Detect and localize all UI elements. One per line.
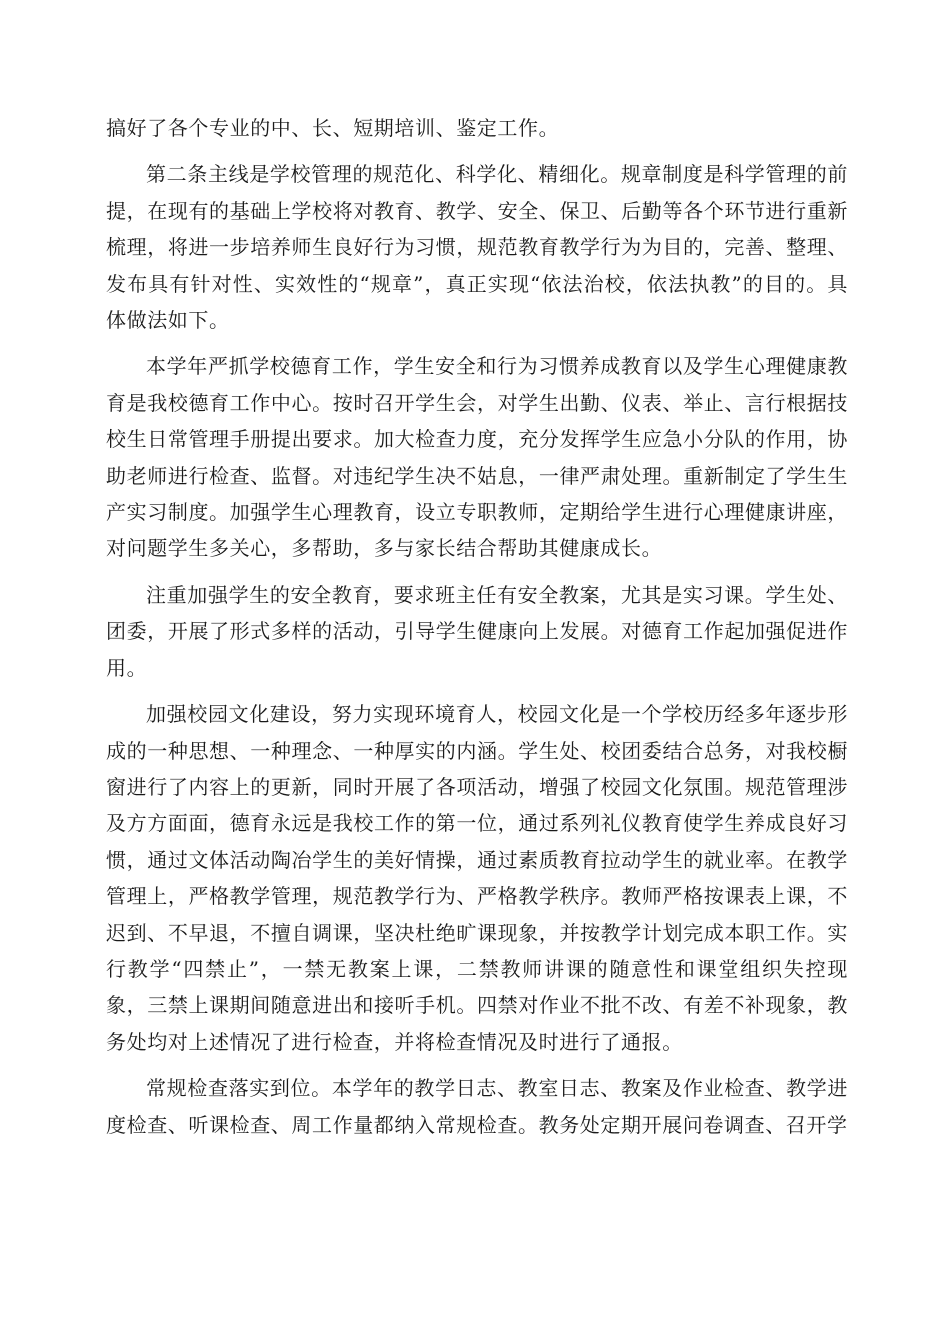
paragraph-routine-inspection: 常规检查落实到位。本学年的教学日志、教室日志、教案及作业检查、教学进度检查、听课检查、周工作量都纳入常规检查。教务处定期开展问卷调查、召开学 bbox=[106, 1076, 848, 1137]
document-body bbox=[106, 110, 848, 1153]
paragraph-moral-education: 本学年严抓学校德育工作，学生安全和行为习惯养成教育以及学生心理健康教育是我校德育工作中心。按时召开学生会，对学生出勤、仪表、举止、言行根据技校生日常管理手册提出要求。加大检查力度，充分发挥学生应急小分队的作用，协助老师进行检查、监督。对违纪学生决不姑息，一律严肃处理。重新制定了学生生产实习制度。加强学生心理教育，设立专职教师，定期给学生进行心理健康讲座，对问题学生多关心，多帮助，多与家长结合帮助其健康成长。 bbox=[106, 354, 848, 561]
paragraph-management-mainline: 第二条主线是学校管理的规范化、科学化、精细化。规章制度是科学管理的前提，在现有的基础上学校将对教育、教学、安全、保卫、后勤等各个环节进行重新梳理，将进一步培养师生良好行为习惯，规范教育教学行为为目的，完善、整理、发布具有针对性、实效性的“规章”，真正实现“依法治校，依法执教”的目的。具体做法如下。 bbox=[106, 162, 848, 333]
paragraph-safety-education: 注重加强学生的安全教育，要求班主任有安全教案，尤其是实习课。学生处、团委，开展了形式多样的活动，引导学生健康向上发展。对德育工作起加强促进作用。 bbox=[106, 582, 848, 680]
paragraph-campus-culture: 加强校园文化建设，努力实现环境育人，校园文化是一个学校历经多年逐步形成的一种思想、一种理念、一种厚实的内涵。学生处、校团委结合总务，对我校橱窗进行了内容上的更新，同时开展了各项活动，增强了校园文化氛围。规范管理涉及方方面面，德育永远是我校工作的第一位，通过系列礼仪教育使学生养成良好习惯，通过文体活动陶冶学生的美好情操，通过素质教育拉动学生的就业率。在教学管理上，严格教学管理，规范教学行为、严格教学秩序。教师严格按课表上课，不迟到、不早退，不擅自调课，坚决杜绝旷课现象，并按教学计划完成本职工作。实行教学“四禁止”，一禁无教案上课，二禁教师讲课的随意性和课堂组织失控现象，三禁上课期间随意进出和接听手机。四禁对作业不批不改、有差不补现象，教务处均对上述情况了进行检查，并将检查情况及时进行了通报。 bbox=[106, 702, 848, 1054]
paragraph-continuation: 搞好了各个专业的中、长、短期培训、鉴定工作。 bbox=[106, 116, 560, 140]
